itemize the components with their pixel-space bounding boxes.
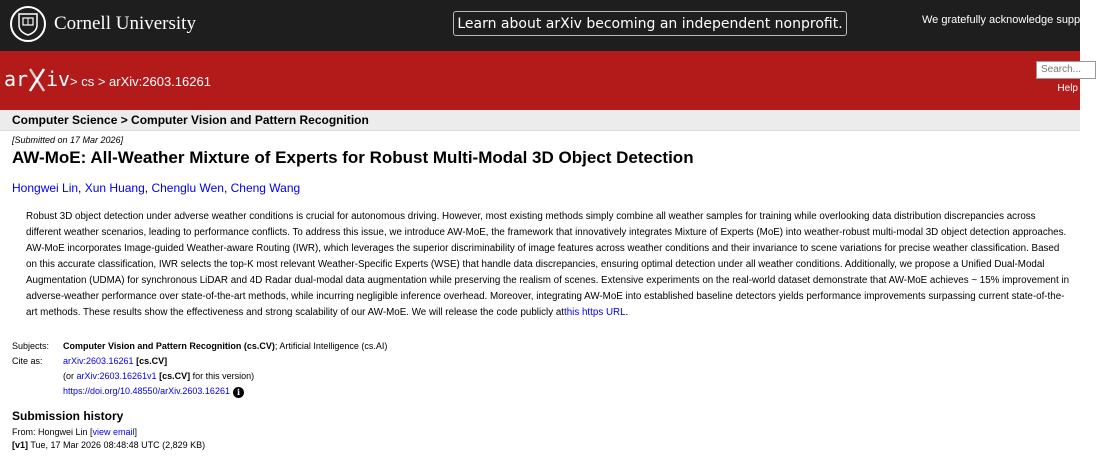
cite-value <box>63 354 167 369</box>
svg-text:ar: ar <box>4 67 29 91</box>
cite-label: Cite as: <box>12 356 43 366</box>
university-name: Cornell University <box>54 13 196 34</box>
author-link[interactable]: Chenglu Wen <box>151 181 224 195</box>
info-icon[interactable]: i <box>233 387 244 398</box>
cite-v1-link[interactable]: arXiv:2603.16261v1 <box>76 371 157 381</box>
secondary-subject: ; Artificial Intelligence (cs.AI) <box>274 341 388 351</box>
submission-date: [Submitted on 17 Mar 2026] <box>12 135 124 145</box>
cite-category: [cs.CV] <box>136 356 168 366</box>
arxiv-header <box>0 51 1080 110</box>
spacer <box>12 384 63 399</box>
abstract-end: . <box>625 307 629 318</box>
abstract-text: Robust 3D object detection under adverse weather conditions is crucial for autonomous driving. However, most existing methods simply combine all weather samples for training while overlooking data distribution discrepancies across different weather scenarios, leading to performance conflicts. To address this issue, we introduce AW-MoE, the framework that innovatively integrates Mixture of Experts (MoE) into weather-robust multi-modal 3D object detection approaches. AW-MoE incorporates Image-guided Weather-aware Routing (IWR), which leverages the superior discriminability of image features across weather conditions and their invariance to scene variations for precise weather classification. Based on this accurate classification, IWR selects the top-K most relevant Weather-Specific Experts (WSE) that handle data discrepancies, ensuring optimal detection under all weather conditions. Additionally, we propose a Unified Dual-Modal Augmentation (UDMA) for synchronous LiDAR and 4D Radar dual-modal data augmentation while preserving the realism of scenes. Extensive experiments on the real-world dataset demonstrate that AW-MoE achieves ~ 15% improvement in adverse-weather performance over state-of-the-art methods, while incurring negligible inference overhead. Moreover, integrating AW-MoE into established baseline detectors yields performance improvements surpassing current state-of-the-art methods. These results show the effectiveness and strong scalability of our AW-MoE. We will release the code publicly at <box>26 211 1070 318</box>
submission-history <box>12 426 1072 452</box>
v1-link[interactable]: [v1] <box>12 440 29 450</box>
subjects-label: Subjects: <box>12 341 50 351</box>
cite-version-value <box>63 369 254 384</box>
svg-text:iv: iv <box>46 67 71 91</box>
primary-subject: Computer Vision and Pattern Recognition (cs.CV) <box>63 341 275 351</box>
from-end: ] <box>134 427 138 437</box>
author-link[interactable]: Cheng Wang <box>230 181 301 195</box>
author-link[interactable]: Hongwei Lin <box>12 181 79 195</box>
breadcrumb[interactable]: > cs > arXiv:2603.16261 <box>70 74 211 89</box>
cite-or: (or <box>63 371 77 381</box>
abstract <box>26 209 1072 321</box>
nonprofit-banner-button[interactable]: Learn about arXiv becoming an independent nonprofit. <box>453 11 847 36</box>
from-label: From: Hongwei Lin [ <box>12 427 93 437</box>
cornell-logo[interactable] <box>10 6 196 42</box>
metadata-table <box>12 339 1072 399</box>
spacer <box>12 369 63 384</box>
cite-id-link[interactable]: arXiv:2603.16261 <box>63 356 134 366</box>
support-acknowledgement: We gratefully acknowledge support from <box>922 14 1118 26</box>
doi-link[interactable]: https://doi.org/10.48550/arXiv.2603.16261 <box>63 386 230 396</box>
cite-v1-category: [cs.CV] <box>159 371 191 381</box>
history-from <box>12 426 1072 439</box>
subjects-value <box>63 339 387 354</box>
author-list: Hongwei Lin, Xun Huang, Chenglu Wen, Cheng Wang <box>12 181 301 195</box>
cite-version-row <box>12 369 1072 384</box>
submission-history-title: Submission history <box>12 409 124 423</box>
doi-row <box>12 384 1072 399</box>
history-v1 <box>12 439 1072 452</box>
subject-breadcrumb: Computer Science > Computer Vision and Pattern Recognition <box>0 110 1080 131</box>
cite-row <box>12 354 1072 369</box>
subjects-row <box>12 339 1072 354</box>
arxiv-logo-icon[interactable] <box>4 65 70 95</box>
author-link[interactable]: Xun Huang <box>84 181 145 195</box>
code-url-link[interactable]: this https URL <box>564 307 626 318</box>
help-link[interactable]: Help <box>1057 83 1078 94</box>
paper-title: AW-MoE: All-Weather Mixture of Experts for Robust Multi-Modal 3D Object Detection <box>12 148 694 167</box>
v1-details: Tue, 17 Mar 2026 08:48:48 UTC (2,829 KB) <box>28 440 206 450</box>
cornell-seal-icon <box>10 6 46 42</box>
doi-value <box>63 384 244 399</box>
search-input[interactable]: Search... <box>1036 61 1096 79</box>
top-header <box>0 0 1118 51</box>
paper-content <box>0 135 1080 452</box>
view-email-link[interactable]: view email <box>92 427 135 437</box>
cite-version-suffix: for this version) <box>190 371 255 381</box>
